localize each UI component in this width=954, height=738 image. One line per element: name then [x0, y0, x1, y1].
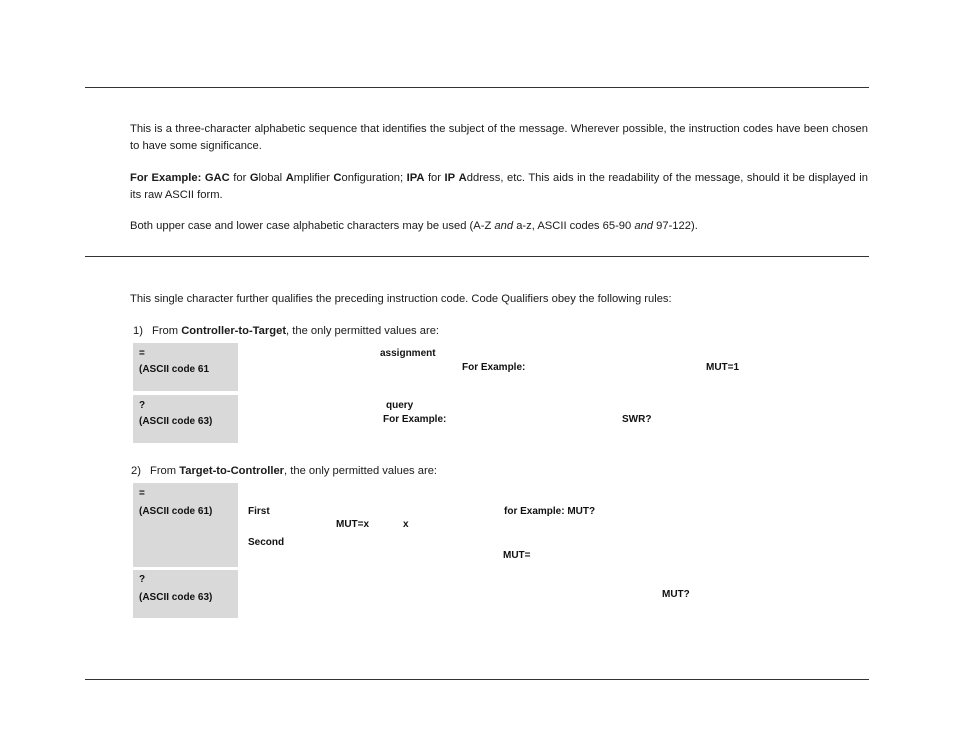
- text-fragment: From: [152, 325, 182, 337]
- text-fragment: a-z, ASCII codes 65-90: [513, 220, 635, 232]
- text-fragment: Both upper case and lower case alphabetic characters may be used (A-Z: [130, 220, 495, 232]
- list-number: 1): [133, 325, 143, 337]
- instruction-code-description: This is a three-character alphabetic sequence that identifies the subject of the message. Wherever possible, the instruction codes have been chosen to have some significance.: [130, 123, 868, 152]
- table1-row2-example: For Example:: [383, 414, 447, 425]
- text-fragment: IPA: [406, 172, 425, 184]
- table2-row2-cell: [133, 570, 238, 618]
- symbol-question: ?: [139, 400, 146, 411]
- instruction-code-example: [130, 170, 868, 204]
- table1-row1-example: For Example:: [462, 362, 526, 373]
- table2-row1-second: Second: [248, 537, 285, 548]
- ascii-code: (ASCII code 63): [139, 592, 213, 603]
- text-fragment: for: [424, 172, 445, 184]
- ascii-code: (ASCII code 63): [139, 416, 213, 427]
- text-fragment: C: [333, 172, 342, 184]
- text-fragment: 97-122).: [653, 220, 698, 232]
- table1-row1-word: assignment: [380, 348, 436, 359]
- table2-row1-response: MUT=x: [336, 519, 370, 530]
- case-note: [130, 218, 868, 235]
- text-fragment: Controller-to-Target: [181, 325, 287, 337]
- table2-row1-x: x: [403, 519, 409, 530]
- text-fragment: From: [150, 465, 180, 477]
- text-fragment: and: [634, 220, 654, 232]
- text-fragment: , the only permitted values are:: [286, 325, 440, 337]
- text-fragment: ddress, etc. This aids in the readability of the message, should it be displayed in its raw ASCII form.: [130, 172, 869, 201]
- rule-target-to-controller: [131, 464, 437, 478]
- table1-row1-code: MUT=1: [706, 362, 740, 373]
- text-fragment: and: [494, 220, 514, 232]
- table2-row1-empty-response: MUT=: [503, 550, 531, 561]
- text-fragment: lobal: [258, 172, 286, 184]
- text-fragment: Target-to-Controller: [179, 465, 285, 477]
- text-fragment: A: [285, 172, 294, 184]
- table2-row1-example: for Example: MUT?: [504, 506, 596, 517]
- text-fragment: , the only permitted values are:: [284, 465, 438, 477]
- symbol-question: ?: [139, 574, 146, 585]
- text-fragment: A: [458, 172, 467, 184]
- text-fragment: mplifier: [293, 172, 334, 184]
- example-lead: For Example: GAC: [130, 172, 230, 184]
- text-fragment: onfiguration;: [341, 172, 407, 184]
- list-number: 2): [131, 465, 141, 477]
- code-qualifier-intro: This single character further qualifies the preceding instruction code. Code Qualifiers obey the following rules:: [130, 293, 672, 305]
- ascii-code: (ASCII code 61): [139, 506, 213, 517]
- text-fragment: G: [249, 172, 259, 184]
- table2-row1-cell: [133, 483, 238, 567]
- rule-controller-to-target: [133, 324, 439, 338]
- bottom-rule: [85, 679, 869, 680]
- text-fragment: for: [229, 172, 250, 184]
- table1-row2-code: SWR?: [622, 414, 652, 425]
- ascii-code: (ASCII code 61: [139, 364, 210, 375]
- table1-row1-cell: [133, 343, 238, 391]
- table2-row1-first: First: [248, 506, 270, 517]
- top-rule: [85, 87, 869, 88]
- section-rule: [85, 256, 869, 257]
- table1-row2-word: query: [386, 400, 414, 411]
- symbol-equals: =: [139, 488, 145, 499]
- table1-row2-cell: [133, 395, 238, 443]
- text-fragment: IP: [444, 172, 456, 184]
- symbol-equals: =: [139, 348, 145, 359]
- table2-row2-code: MUT?: [662, 589, 690, 600]
